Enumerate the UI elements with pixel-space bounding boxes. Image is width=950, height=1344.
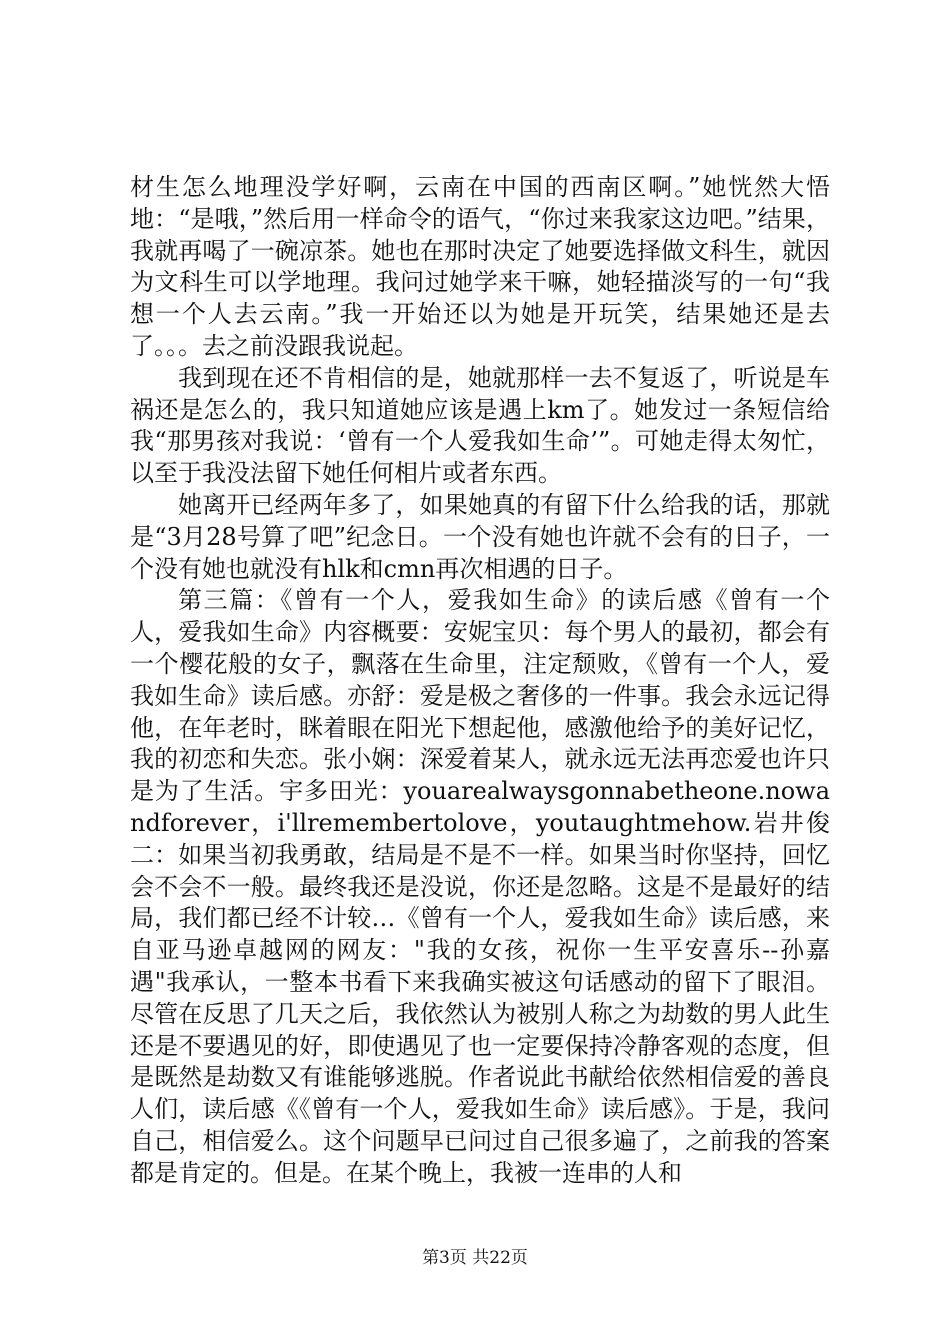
paragraph: 我到现在还不肯相信的是，她就那样一去不复返了，听说是车祸还是怎么的，我只知道她应该是遇上km了。她发过一条短信给我“那男孩对我说：‘曾有一个人爱我如生命’”。可她走得太匆忙，以至于我没法留下她任何相片或者东西。 [130, 363, 830, 488]
body-text [130, 172, 830, 1190]
paragraph-continued: 材生怎么地理没学好啊，云南在中国的西南区啊。”她恍然大悟地：“是哦，”然后用一样命令的语气，“你过来我家这边吧。”结果，我就再喝了一碗凉茶。她也在那时决定了她要选择做文科生，就因为文科生可以学地理。我问过她学来干嘛，她轻描淡写的一句“我想一个人去云南。”我一开始还以为她是开玩笑，结果她还是去了。。。去之前没跟我说起。 [130, 173, 830, 360]
paragraph: 第三篇：《曾有一个人，爱我如生命》的读后感《曾有一个人，爱我如生命》内容概要：安妮宝贝：每个男人的最初，都会有一个樱花般的女子，飘落在生命里，注定颓败，《曾有一个人，爱我如生命》读后感。亦舒：爱是极之奢侈的一件事。我会永远记得他，在年老时，眯着眼在阳光下想起他，感激他给予的美好记忆，我的初恋和失恋。张小娴：深爱着某人，就永远无法再恋爱也许只是为了生活。宇多田光：youarealwaysgonnabetheone.nowandforever，i'llremembertolove，youtaughtmehow.岩井俊二：如果当初我勇敢，结局是不是不一样。如果当时你坚持，回忆会不会不一般。最终我还是没说，你还是忽略。这是不是最好的结局，我们都已经不计较…《曾有一个人，爱我如生命》读后感，来自亚马逊卓越网的网友："我的女孩，祝你一生平安喜乐--孙嘉遇"我承认，一整本书看下来我确实被这句话感动的留下了眼泪。尽管在反思了几天之后，我依然认为被别人称之为劫数的男人此生还是不要遇见的好，即使遇见了也一定要保持冷静客观的态度，但是既然是劫数又有谁能够逃脱。作者说此书献给依然相信爱的善良人们，读后感《《曾有一个人，爱我如生命》读后感》。于是，我问自己，相信爱么。这个问题早已问过自己很多遍了，之前我的答案都是肯定的。但是。在某个晚上，我被一连串的人和 [130, 586, 830, 1187]
paragraph: 她离开已经两年多了，如果她真的有留下什么给我的话，那就是“3月28号算了吧”纪念日。一个没有她也许就不会有的日子，一个没有她也就没有hlk和cmn再次相遇的日子。 [130, 490, 830, 583]
page-number-footer: 第3页 共22页 [422, 1248, 528, 1268]
